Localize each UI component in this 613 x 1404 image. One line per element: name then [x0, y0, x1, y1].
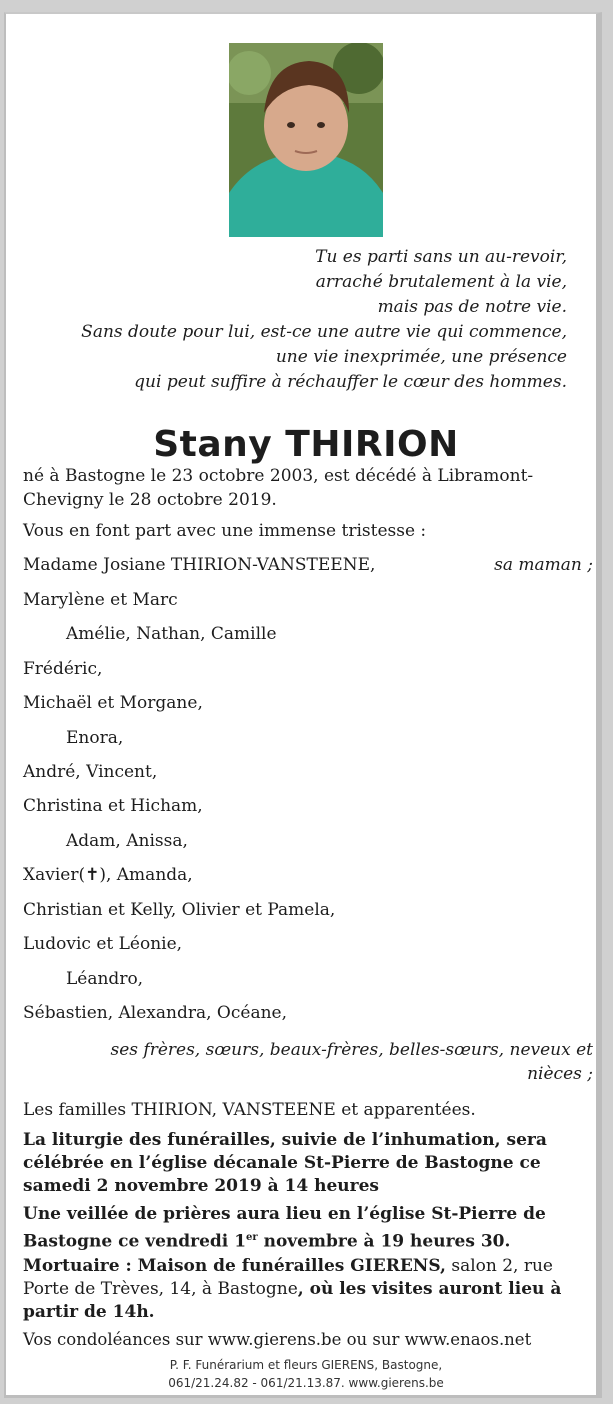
poem-line: qui peut suffire à réchauffer le cœur des hommes. — [134, 372, 567, 392]
poem-line: une vie inexprimée, une présence — [275, 347, 567, 367]
family-row: Christina et Hicham, — [23, 796, 203, 816]
vigil-info — [23, 1203, 593, 1254]
footer-line: 061/21.24.82 - 061/21.13.87. www.gierens.be — [168, 1376, 444, 1390]
vigil-text: Une veillée de prières aura lieu en l’église St-Pierre de Bastogne ce vendredi 1 — [23, 1204, 546, 1252]
poem-line: mais pas de notre vie. — [377, 297, 567, 317]
mortuary-visits: , où les visites auront lieu à partir de 14h. — [23, 1279, 562, 1322]
liturgy-info: La liturgie des funérailles, suivie de l’inhumation, sera célébrée en l’église décanale St-Pierre de Bastogne ce samedi 2 novembre 2019 à 14 heures — [23, 1130, 547, 1196]
poem — [47, 245, 567, 395]
poem-line: Sans doute pour lui, est-ce une autre vie qui commence, — [81, 322, 567, 342]
birth-death-info — [23, 464, 593, 512]
family-name: Madame Josiane THIRION-VANSTEENE, — [23, 555, 376, 575]
family-row: Sébastien, Alexandra, Océane, — [23, 1003, 287, 1023]
deceased-name: Stany THIRION — [153, 424, 459, 465]
family-row: Christian et Kelly, Olivier et Pamela, — [23, 900, 336, 920]
vigil-text-end: novembre à 19 heures 30. — [257, 1231, 511, 1252]
relation-line: nièces ; — [527, 1064, 593, 1084]
family-row: Frédéric, — [23, 659, 103, 679]
obituary-card — [4, 12, 602, 1398]
family-row: Adam, Anissa, — [66, 831, 188, 851]
family-row: Ludovic et Léonie, — [23, 934, 183, 954]
family-row: Amélie, Nathan, Camille — [66, 624, 277, 644]
announcement: Vous en font part avec une immense tristesse : — [23, 521, 427, 541]
family-row: Xavier(✝), Amanda, — [23, 865, 193, 885]
relation-line: ses frères, sœurs, beaux-frères, belles-sœurs, neveux et — [110, 1040, 593, 1060]
siblings-relation — [23, 1038, 593, 1086]
families-line: Les familles THIRION, VANSTEENE et apparentées. — [23, 1100, 476, 1120]
family-row: André, Vincent, — [23, 762, 158, 782]
mortuary-info — [23, 1255, 593, 1324]
vigil-superscript: er — [246, 1232, 258, 1243]
poem-line: arraché brutalement à la vie, — [315, 272, 567, 292]
family-row: Marylène et Marc — [23, 590, 178, 610]
mortuary-address: salon 2, rue Porte de Trèves, 14, à Bastogne — [23, 1256, 553, 1299]
poem-line: Tu es parti sans un au-revoir, — [315, 247, 567, 267]
birth-death-line: né à Bastogne le 23 octobre 2003, est décédé à Libramont- — [23, 466, 534, 486]
birth-death-line: Chevigny le 28 octobre 2019. — [23, 490, 277, 510]
family-row: Michaël et Morgane, — [23, 693, 203, 713]
portrait-image — [229, 43, 383, 237]
portrait-photo — [229, 43, 383, 237]
condolences-line: Vos condoléances sur www.gierens.be ou sur www.enaos.net — [23, 1330, 532, 1349]
family-row: Léandro, — [66, 969, 144, 989]
mortuary-label: Mortuaire : Maison de funérailles GIERENS, — [23, 1256, 446, 1276]
family-row-mother — [23, 555, 593, 575]
family-row: Enora, — [66, 728, 124, 748]
family-relation: sa maman ; — [494, 555, 593, 575]
footer-line: P. F. Funérarium et fleurs GIERENS, Bastogne, — [169, 1358, 443, 1372]
